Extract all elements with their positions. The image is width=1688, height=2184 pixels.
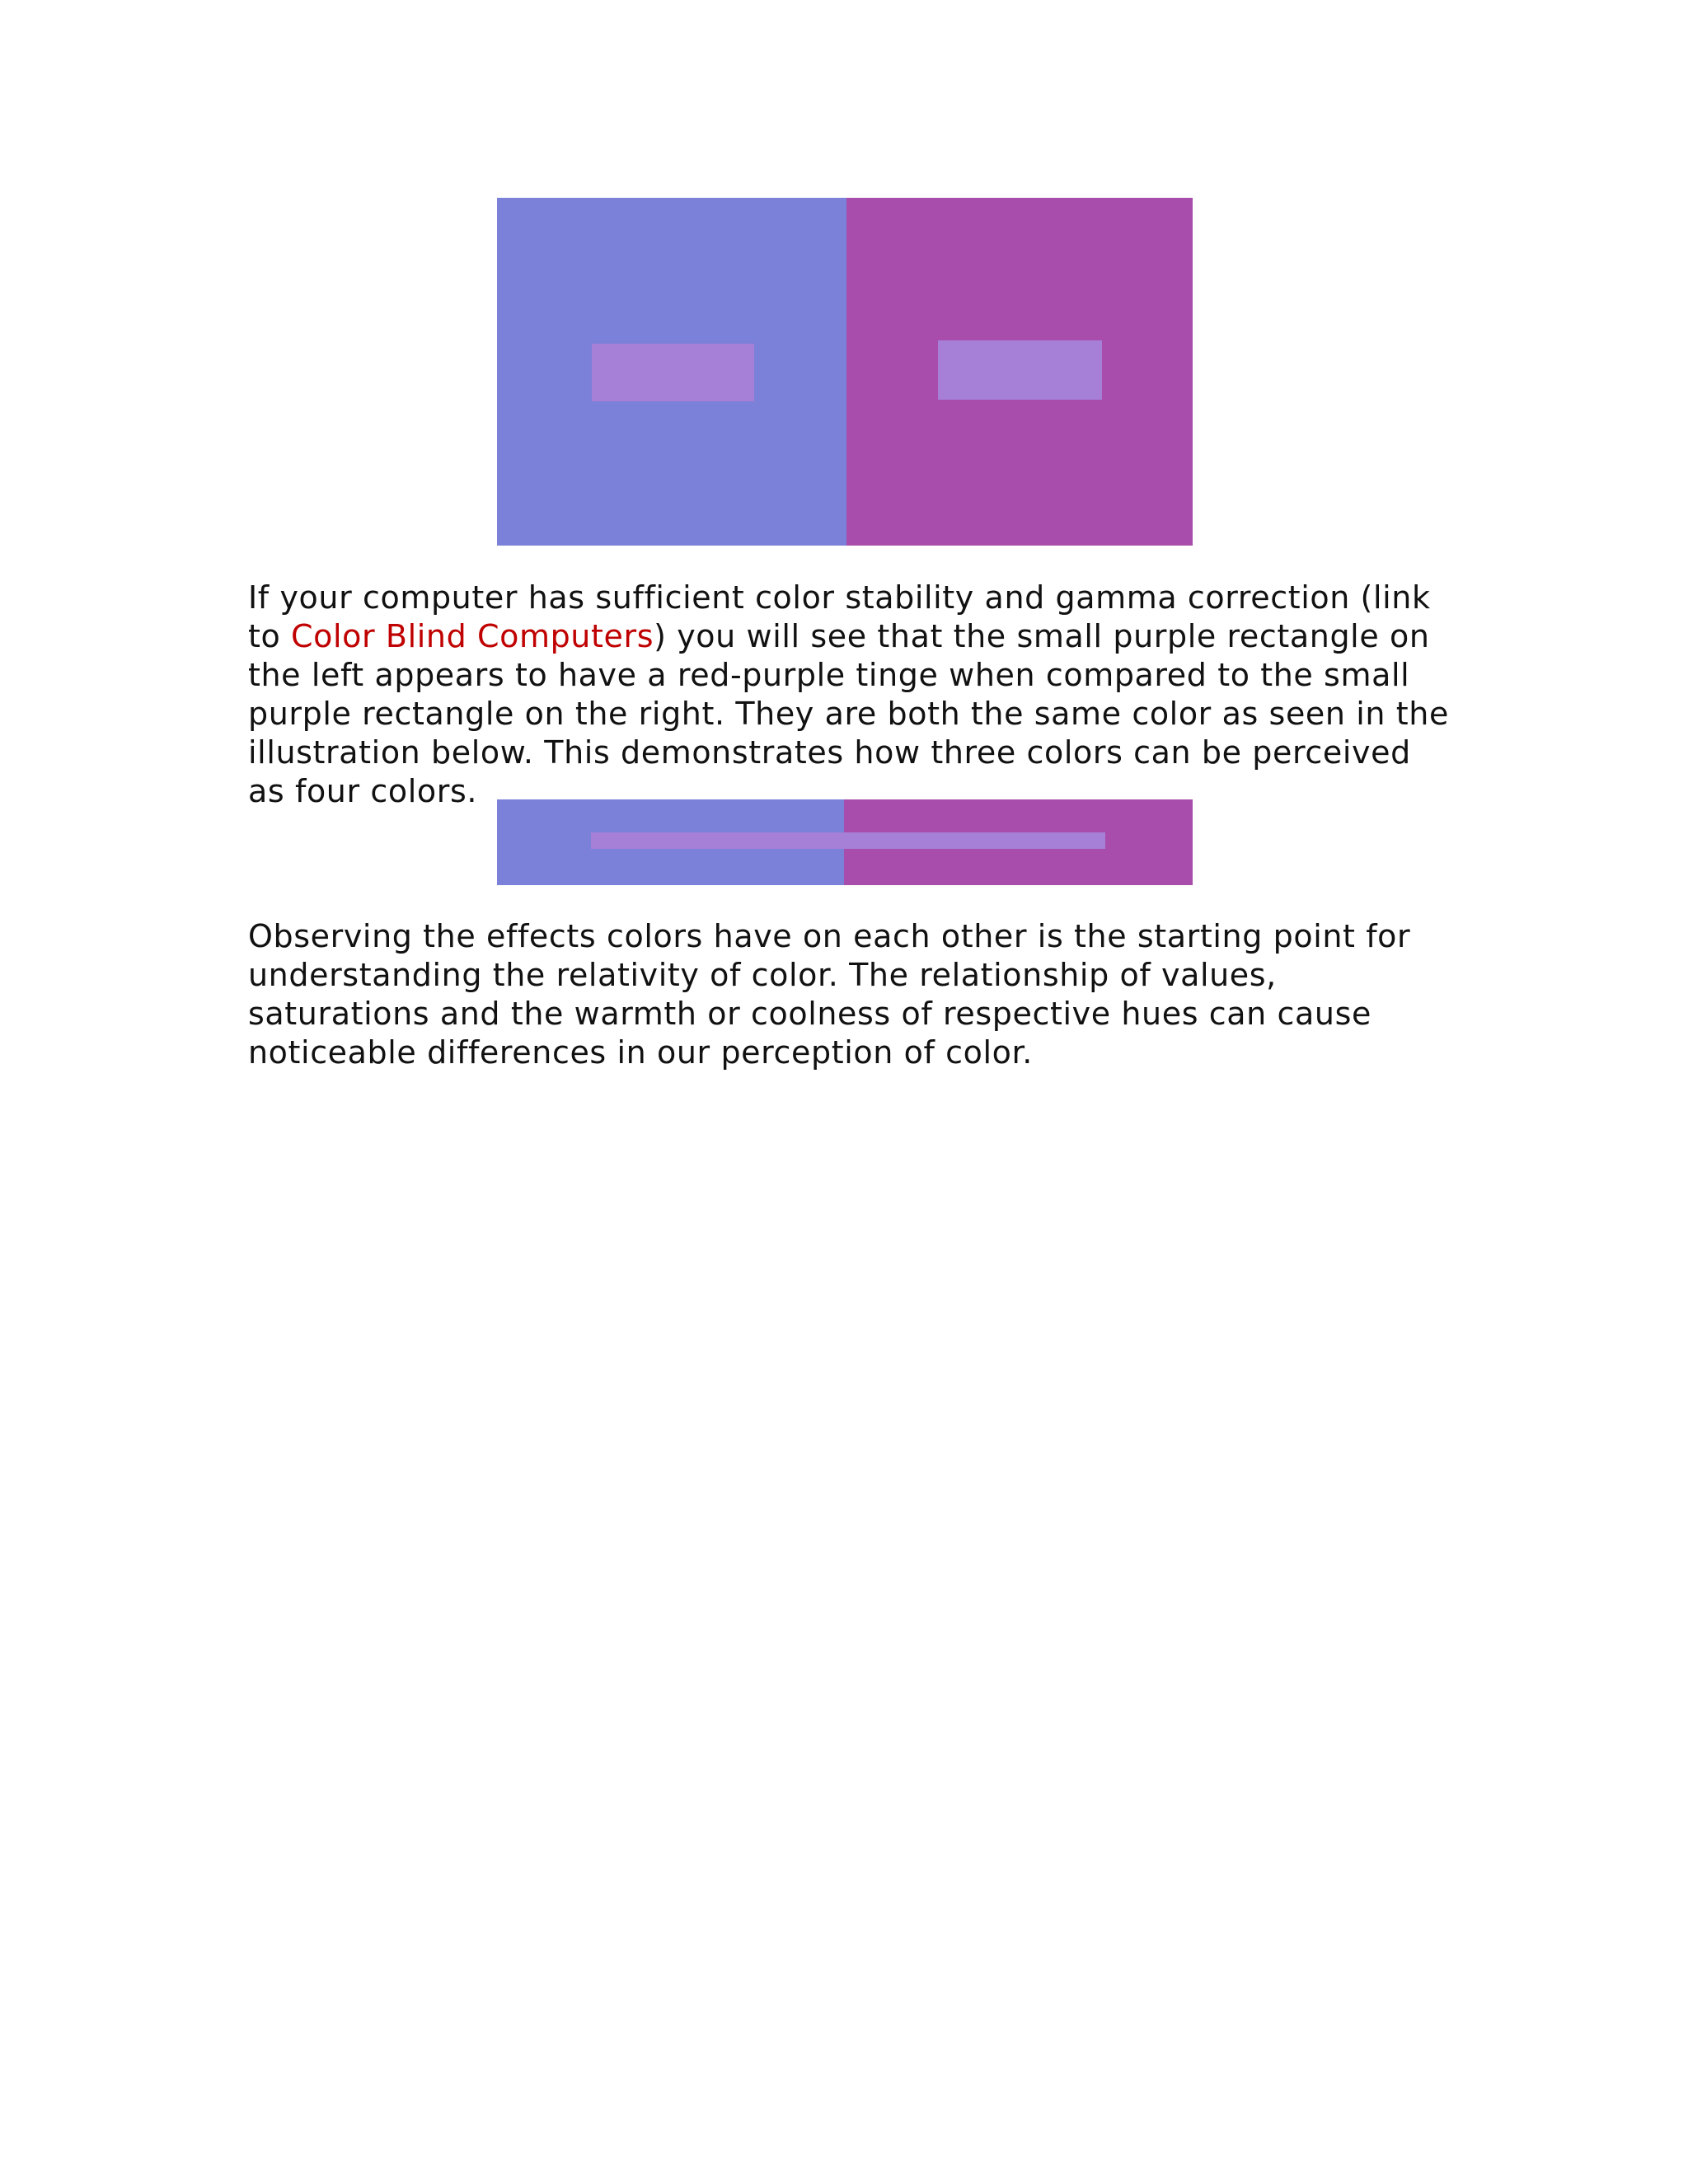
explanation-paragraph [248, 579, 1451, 811]
continuous-purple-bar [591, 832, 1105, 849]
color-relativity-figure [497, 198, 1193, 546]
color-blind-computers-link[interactable]: Color Blind Computers [291, 618, 654, 654]
same-color-bar-figure [497, 799, 1193, 885]
left-purple-rectangle [592, 344, 754, 401]
paragraph-text-end: ) you will see that the small purple rectangle on the left appears to have a red-purple tinge when compared to the small purple rectangle on the right. They are both the same color as seen in the illustration below. This demonstrates how three colors can be perceived as four colors. [248, 618, 1449, 809]
paragraph-text-start: If your computer has sufficient color stability and gamma correction (link to [248, 579, 1431, 654]
right-purple-rectangle [938, 340, 1102, 400]
conclusion-paragraph: Observing the effects colors have on each other is the starting point for understanding the relativity of color. The relationship of values, saturations and the warmth or coolness of respective hues can cause noticeable differences in our perception of color. [248, 918, 1411, 1071]
